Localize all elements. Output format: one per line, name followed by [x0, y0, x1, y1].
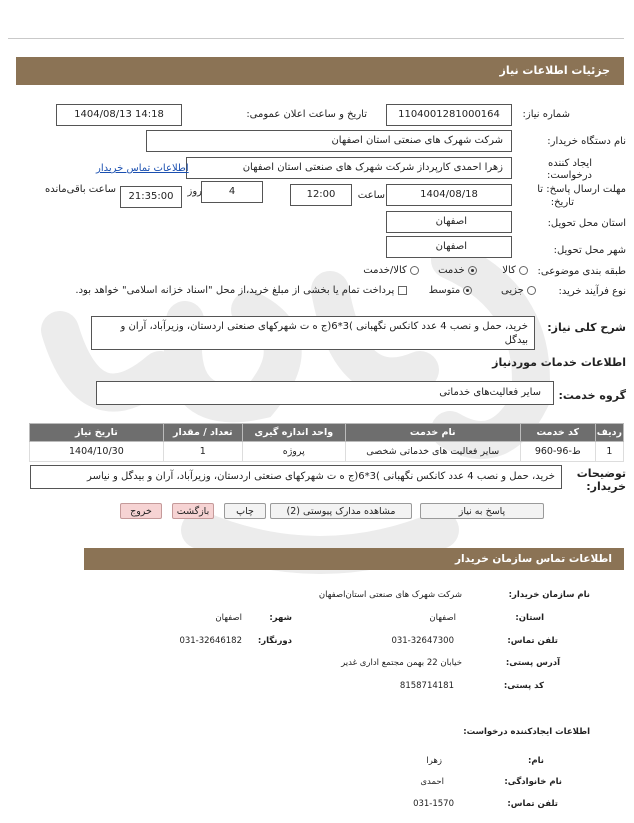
cell-code: ط-96-960 [520, 442, 595, 462]
print-button[interactable]: چاپ [224, 503, 266, 519]
col-name: نام خدمت [345, 424, 520, 442]
cell-date: 1404/10/30 [30, 442, 164, 462]
contact-section-header [84, 548, 624, 570]
process-option-medium: متوسط [428, 285, 461, 296]
top-divider [8, 38, 624, 39]
col-date: تاریخ نیاز [30, 424, 164, 442]
contact-city-label: شهر: [269, 613, 292, 623]
creator-phone-value: 031-1570 [413, 799, 454, 809]
remaining-days-label: روز [187, 186, 202, 197]
col-row: ردیف [595, 424, 623, 442]
creator-info-title: اطلاعات ایجادکننده درخواست: [463, 727, 590, 737]
process-radio-partial[interactable] [527, 286, 536, 295]
contact-phone-label: تلفن تماس: [507, 636, 558, 646]
service-group-field: سایر فعالیت‌های خدماتی [96, 381, 554, 405]
page-title: جزئیات اطلاعات نیاز [499, 64, 610, 77]
category-option-goods: کالا [502, 265, 516, 276]
category-option-goods-service: کالا/خدمت [363, 265, 407, 276]
need-number-label: شماره نیاز: [522, 109, 570, 120]
service-group-label: گروه خدمت: [558, 389, 626, 402]
buyer-org-label: نام دستگاه خریدار: [547, 136, 626, 147]
treasury-checkbox[interactable] [398, 286, 407, 295]
view-attachments-button[interactable]: مشاهده مدارک پیوستی (2) [270, 503, 412, 519]
category-radio-service[interactable] [468, 266, 477, 275]
contact-section-title: اطلاعات تماس سازمان خریدار [455, 553, 612, 565]
contact-org-label: نام سازمان خریدار: [508, 590, 590, 600]
col-unit: واحد اندازه گیری [242, 424, 345, 442]
creator-phone-label: تلفن تماس: [507, 799, 558, 809]
creator-family-label: نام خانوادگی: [504, 777, 562, 787]
creator-field: زهرا احمدی کارپرداز شرکت شهرک های صنعتی استان اصفهان [186, 157, 512, 179]
contact-province-label: استان: [515, 613, 544, 623]
summary-line-1: خرید، حمل و نصب 4 عدد کانکس نگهبانی )3*6(ج ه ت شهرکهای صنعتی اردستان، وزیرآباد، آران و بیدگل [120, 321, 528, 346]
contact-city-value: اصفهان [215, 613, 242, 623]
deadline-time-field: 12:00 [290, 184, 352, 206]
contact-fax-value: 031-32646182 [179, 636, 242, 646]
process-option-partial: جزیی [500, 285, 524, 296]
col-code: کد خدمت [520, 424, 595, 442]
page-header [16, 57, 624, 85]
category-option-service: خدمت [438, 265, 465, 276]
back-button[interactable]: بازگشت [172, 503, 214, 519]
announce-datetime-label: تاریخ و ساعت اعلان عمومی: [246, 109, 367, 120]
creator-label-1: ایجاد کننده [548, 158, 592, 169]
contact-address-label: آدرس پستی: [505, 658, 560, 668]
province-field: اصفهان [386, 211, 512, 233]
contact-province-value: اصفهان [429, 613, 456, 623]
buyer-notes-label-2: خریدار: [586, 480, 626, 493]
reply-button[interactable]: پاسخ به نیاز [420, 503, 544, 519]
contact-org-value: شرکت شهرک های صنعتی استان‌اصفهان [318, 590, 462, 600]
deadline-label-1: مهلت ارسال پاسخ: تا [537, 184, 626, 195]
city-label: شهر محل تحویل: [553, 245, 626, 256]
contact-postal-value: 8158714181 [399, 681, 454, 691]
buyer-notes-label-1: توضیحات [576, 467, 626, 480]
process-options [75, 285, 536, 296]
province-label: استان محل تحویل: [547, 218, 626, 229]
cell-name: سایر فعالیت های خدماتی شخصی [345, 442, 520, 462]
deadline-label-2: تاریخ: [550, 197, 574, 208]
creator-name-value: زهرا [426, 756, 442, 766]
contact-fax-label: دورنگار: [257, 636, 292, 646]
table-row [30, 442, 624, 462]
creator-family-value: احمدی [420, 777, 444, 787]
cell-unit: پروژه [242, 442, 345, 462]
buyer-notes-field: خرید، حمل و نصب 4 عدد کانکس نگهبانی )3*6(ج ه ت شهرکهای صنعتی اردستان، وزیرآباد، آران و بیدگل و نیاسر [30, 465, 562, 489]
treasury-note: پرداخت تمام یا بخشی از مبلغ خرید،از محل "اسناد خزانه اسلامی" خواهد بود. [75, 285, 395, 296]
process-label: نوع فرآیند خرید: [558, 286, 626, 297]
creator-label-2: درخواست: [547, 170, 592, 181]
creator-name-label: نام: [527, 756, 544, 766]
table-header-row [30, 424, 624, 442]
buyer-contact-link[interactable]: اطلاعات تماس خریدار [96, 163, 189, 174]
summary-line-2 [98, 348, 528, 350]
contact-address-value: خیابان 22 بهمن مجتمع اداری غدیر [341, 658, 462, 668]
category-options [363, 265, 528, 276]
category-radio-goods[interactable] [519, 266, 528, 275]
summary-label: شرح کلی نیاز: [547, 321, 626, 334]
col-qty: تعداد / مقدار [163, 424, 242, 442]
category-label: طبقه بندی موضوعی: [537, 266, 626, 277]
contact-phone-value: 031-32647300 [391, 636, 454, 646]
deadline-time-label: ساعت [357, 190, 385, 201]
summary-box [91, 316, 535, 350]
deadline-date-field: 1404/08/18 [386, 184, 512, 206]
remaining-days-field: 4 [201, 181, 263, 203]
services-title: اطلاعات خدمات موردنیاز [492, 356, 626, 369]
remaining-time-field: 21:35:00 [120, 186, 182, 208]
city-field: اصفهان [386, 236, 512, 258]
announce-datetime-field: 1404/08/13 14:18 [56, 104, 182, 126]
buyer-org-field: شرکت شهرک های صنعتی استان اصفهان [146, 130, 512, 152]
need-number-field: 1104001281000164 [386, 104, 512, 126]
process-radio-medium[interactable] [463, 286, 472, 295]
services-table [29, 423, 624, 462]
cell-row: 1 [595, 442, 623, 462]
exit-button[interactable]: خروج [120, 503, 162, 519]
cell-qty: 1 [163, 442, 242, 462]
category-radio-goods-service[interactable] [410, 266, 419, 275]
remaining-time-label: ساعت باقی‌مانده [44, 184, 116, 195]
contact-postal-label: کد پستی: [503, 681, 544, 691]
